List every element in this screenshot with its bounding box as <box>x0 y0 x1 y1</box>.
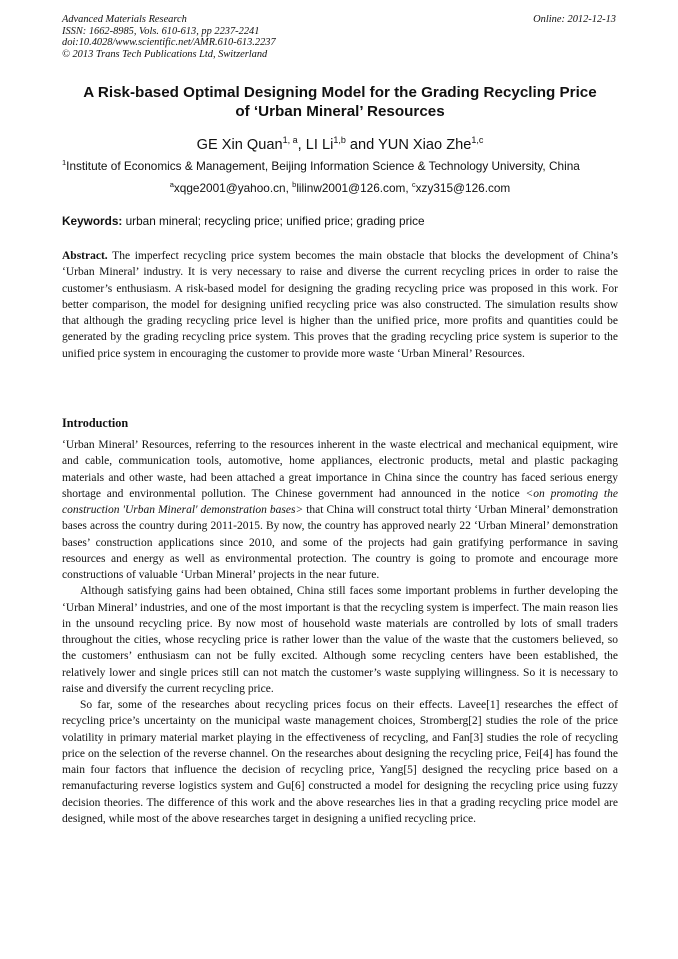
intro-p1-text-a: ‘Urban Mineral’ Resources, referring to the resources inherent in the waste electrical and mechanical equipment, wire and cable, communication tools, automotive, home appliances, electronic products, metal and plastic packaging materials and other waste, had been attached a great importance in China since the country has faced serious energy shortage and environmental pollution. The Chinese government had announced in the notice <box>62 439 618 500</box>
online-date: Online: 2012-12-13 <box>533 14 616 25</box>
abstract-paragraph <box>62 248 618 362</box>
email-b: lilinw2001@126.com, <box>296 180 412 195</box>
email-b-marker: b <box>292 180 297 189</box>
affiliation <box>62 156 618 173</box>
keywords-label: Keywords: <box>62 214 123 228</box>
intro-p1-notice-title: <on promoting the construction 'Urban Mineral' demonstration bases> <box>62 487 618 516</box>
author-emails <box>62 178 618 195</box>
intro-paragraph-2: Although satisfying gains had been obtained, China still faces some important problems in further developing the ‘Urban Mineral’ industries, and one of the most important is that the recycling system is imperfect. The main reason lies in the unsound recycling price. By now most of household waste materials are controlled by lots of small traders throughout the cities, whose recycling price is rather lower than the value of the waste that the customers believed, so the customers’ enthusiasm can not be fully excited. Although some recycling centers have been established, the relatively lower and single prices still can not match the customer’s waste supplying willingness. So it is necessary to raise and diversify the current recycling price. <box>62 585 618 695</box>
journal-header <box>62 14 618 60</box>
intro-paragraph-3: So far, some of the researches about recycling prices focus on their effects. Lavee[1] researches the effect of recycling price’s uncertainty on the municipal waste management choices, Stromberg[2] studies the role of the price volatility in primary material market playing in the effectiveness of recycling, and Fan[3] studies the role of recycling price on the selection of the reverse channel. On the researches about designing the recycling price, Fei[4] has found the main four factors that influence the decision of recycling price, Yang[5] designed the recycling price based on a remanufacturing reverse logistics system and Gu[6] constructed a model for designing the recycling price using fuzzy decision theories. The difference of this work and the above researches lies in that a grading recycling price model are designed, while most of the above researches target in designing a unified recycling price. <box>62 699 618 825</box>
abstract-label: Abstract. <box>62 250 108 262</box>
introduction-body <box>62 437 618 827</box>
section-heading-introduction: Introduction <box>62 416 129 430</box>
intro-paragraph-1 <box>62 437 618 583</box>
email-a: xqge2001@yahoo.cn, <box>173 180 293 195</box>
abstract <box>62 248 618 362</box>
author-3: YUN Xiao Zhe <box>378 136 472 153</box>
title-line-2: of ‘Urban Mineral’ Resources <box>235 102 445 120</box>
title-line-1: A Risk-based Optimal Designing Model for the Grading Recycling Price <box>83 84 597 101</box>
journal-name: Advanced Materials Research <box>62 14 187 25</box>
author-list <box>62 131 618 154</box>
doi-line: doi:10.4028/www.scientific.net/AMR.610-613.2237 <box>62 37 276 49</box>
author-3-marker: 1,c <box>471 135 484 145</box>
copyright-line: © 2013 Trans Tech Publications Ltd, Switzerland <box>62 48 268 60</box>
paper-title <box>62 84 618 121</box>
issn-line: ISSN: 1662-8985, Vols. 610-613, pp 2237-2241 <box>62 25 260 37</box>
author-2: LI Li <box>305 136 334 153</box>
keywords-text: urban mineral; recycling price; unified price; grading price <box>122 214 425 228</box>
email-a-marker: a <box>169 180 174 189</box>
author-separator: , <box>297 136 306 153</box>
email-c-marker: c <box>411 180 416 189</box>
email-c: xzy315@126.com <box>415 180 511 195</box>
abstract-text: The imperfect recycling price system becomes the main obstacle that blocks the development of China’s ‘Urban Mineral’ industry. It is very necessary to raise and diverse the current recycling prices in order to raise the customer’s enthusiasm. A risk-based model for designing the grading recycling price was proposed in this work. For better comparison, the model for designing unified recycling price was also constructed. The simulation results show that although the grading recycling price level is higher than the unified price, more profits and quantities could be generated by the grading recycling price system. This proves that the grading recycling price system is superior to the unified price system in encouraging the customer to provide more waste ‘Urban Mineral’ Resources. <box>62 250 618 360</box>
author-1-marker: 1, a <box>282 135 298 145</box>
affiliation-text: Institute of Economics & Management, Beijing Information Science & Technology University, China <box>66 158 580 173</box>
affiliation-marker: 1 <box>62 158 67 167</box>
author-2-marker: 1,b <box>333 135 346 145</box>
author-1: GE Xin Quan <box>196 136 283 153</box>
author-separator: and <box>345 136 379 153</box>
intro-p1-text-b: that China will construct total thirty ‘Urban Mineral’ demonstration bases across the country during 2011-2015. By now, the country has approved nearly 22 ‘Urban Mineral’ demonstration bases’ construction applications since 2010, and some of the projects had gain gratifying performance in saving resources and energy as well as environmental protection. The country is going to promote and encourage more constructions of valuable ‘Urban Mineral’ projects in the near future. <box>62 504 618 581</box>
keywords <box>62 214 618 228</box>
